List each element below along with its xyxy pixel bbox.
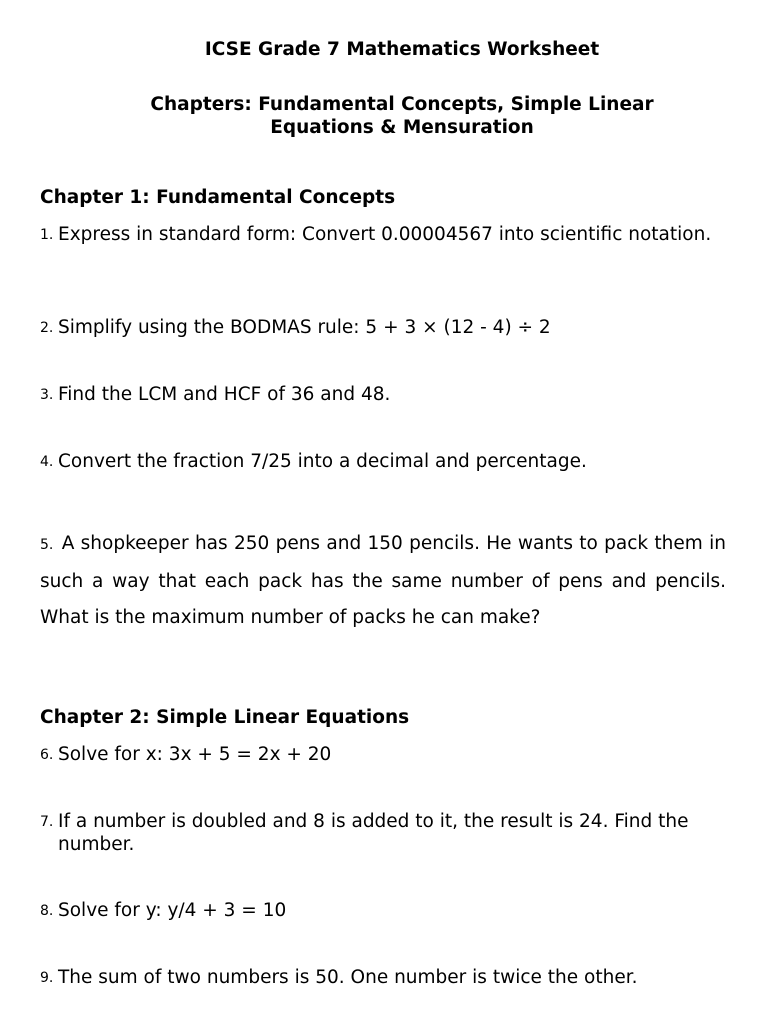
question-7: [40, 810, 730, 856]
question-5: [40, 526, 726, 637]
subtitle-line-2: Equations & Mensuration: [270, 117, 534, 138]
question-number: 2.: [40, 320, 54, 336]
question-text: Simplify using the BODMAS rule: 5 + 3 × (12 - 4) ÷ 2: [58, 317, 551, 338]
chapter-1-heading: Chapter 1: Fundamental Concepts: [40, 187, 396, 208]
question-number: 5.: [40, 537, 54, 553]
question-number: 4.: [40, 454, 54, 470]
question-text: If a number is doubled and 8 is added to it, the result is 24. Find the number.: [58, 811, 689, 855]
question-number: 6.: [40, 747, 54, 763]
question-1: [40, 223, 730, 246]
chapter-2-heading: Chapter 2: Simple Linear Equations: [40, 707, 410, 728]
question-number: 8.: [40, 903, 54, 919]
question-6: [40, 743, 730, 766]
question-8: [40, 899, 730, 922]
worksheet-title: ICSE Grade 7 Mathematics Worksheet: [204, 39, 600, 60]
question-number: 3.: [40, 387, 54, 403]
question-text: Express in standard form: Convert 0.00004567 into scientific notation.: [58, 224, 712, 245]
subtitle-line-1: Chapters: Fundamental Concepts, Simple Linear: [150, 94, 654, 115]
question-text: Solve for x: 3x + 5 = 2x + 20: [58, 744, 332, 765]
question-number: 9.: [40, 970, 54, 986]
question-text: A shopkeeper has 250 pens and 150 pencils. He wants to pack them in such a way that each pack has the same number of pens and pencils. What is the maximum number of packs he can make?: [40, 533, 726, 628]
question-text: Convert the fraction 7/25 into a decimal and percentage.: [58, 451, 587, 472]
question-text: The sum of two numbers is 50. One number is twice the other.: [58, 967, 638, 988]
question-text: Find the LCM and HCF of 36 and 48.: [58, 384, 391, 405]
worksheet-subtitle: [0, 93, 768, 139]
question-number: 1.: [40, 227, 54, 243]
question-2: [40, 316, 730, 339]
question-number: 7.: [40, 814, 54, 830]
question-9: [40, 966, 730, 989]
question-3: [40, 383, 730, 406]
question-4: [40, 450, 730, 473]
question-text: Solve for y: y/4 + 3 = 10: [58, 900, 287, 921]
